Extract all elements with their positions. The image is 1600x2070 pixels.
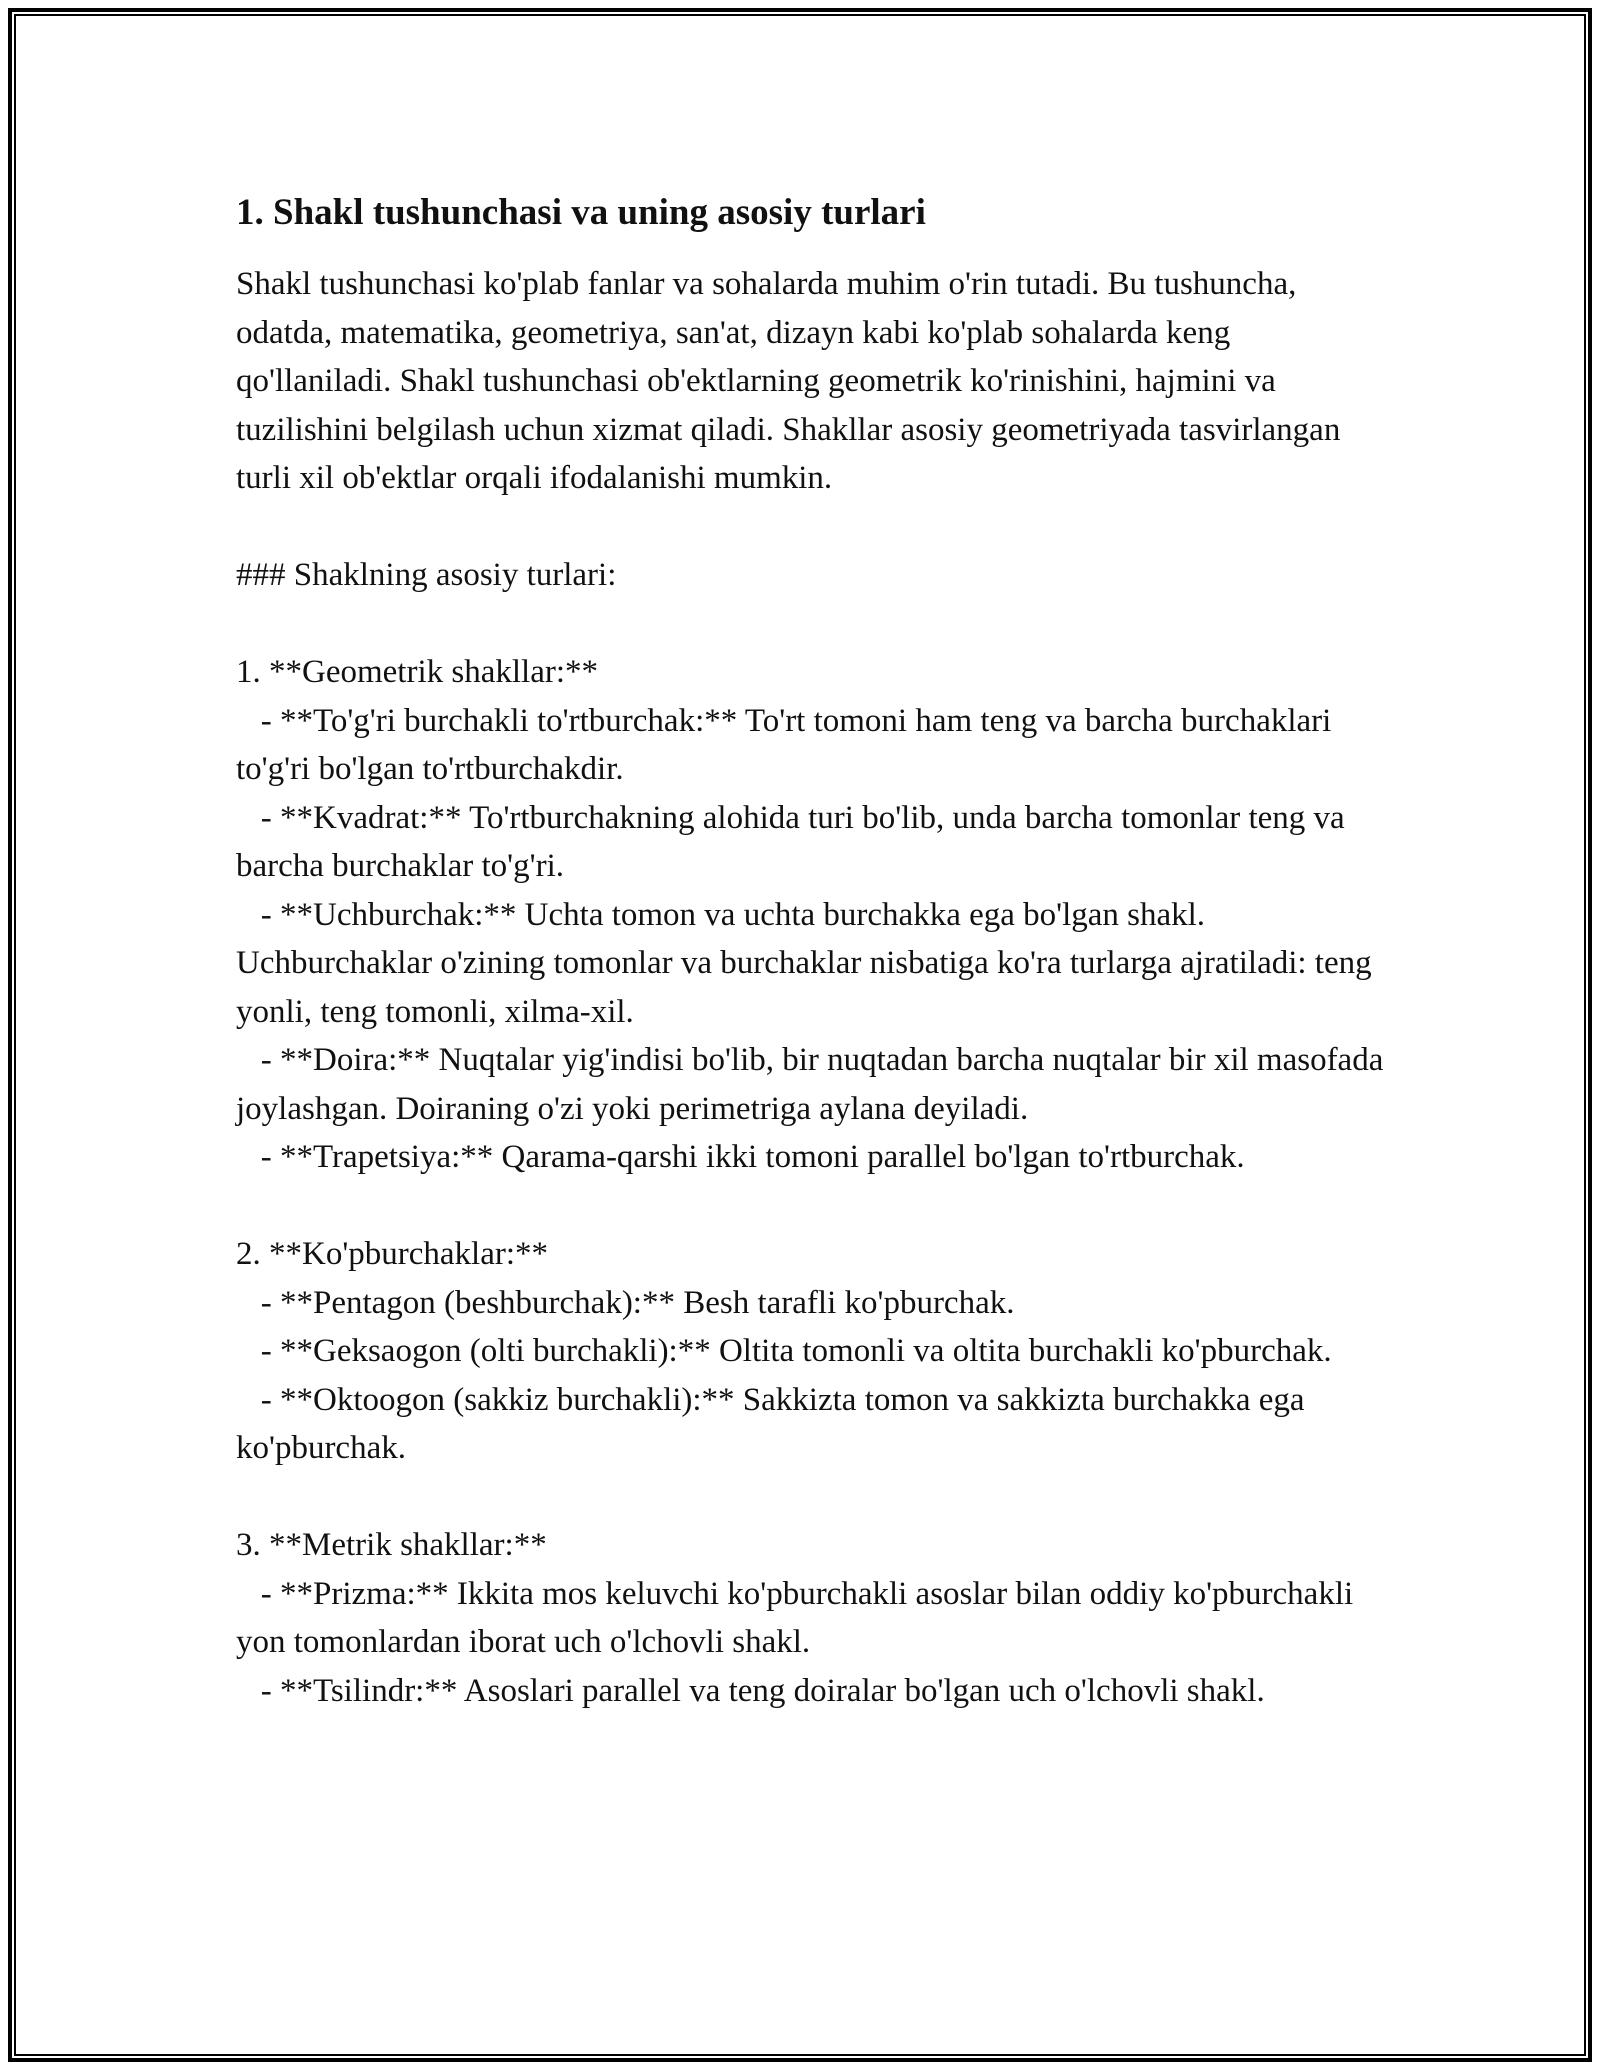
section-title: 3. **Metrik shakllar:** — [236, 1527, 547, 1563]
list-item: - **Pentagon (beshburchak):** Besh tarafli ko'pburchak. — [236, 1284, 1015, 1321]
document-body — [236, 184, 1392, 1715]
section-heading: 1. Shakl tushunchasi va uning asosiy turlari — [236, 192, 926, 233]
list-item: - **Uchburchak:** Uchta tomon va uchta burchakka ega bo'lgan shakl. Uchburchaklar o'zining tomonlar va burchaklar nisbatiga ko'ra turlarga ajratiladi: teng yonli, teng tomonli, xilma-xil. — [236, 896, 1380, 1030]
section-geometric-shapes — [236, 648, 1392, 1182]
paragraph-gap — [236, 1473, 1386, 1522]
section-title: 2. **Ko'pburchaklar:** — [236, 1236, 549, 1272]
list-item: - **Tsilindr:** Asoslari parallel va teng doiralar bo'lgan uch o'lchovli shakl. — [236, 1672, 1265, 1709]
list-item: - **Oktoogon (sakkiz burchakli):** Sakkizta tomon va sakkizta burchakka ega ko'pburchak. — [236, 1381, 1313, 1466]
list-item: - **To'g'ri burchakli to'rtburchak:** To'rt tomoni ham teng va barcha burchaklari to'g'ri bo'lgan to'rtburchakdir. — [236, 702, 1340, 787]
list-item: - **Trapetsiya:** Qarama-qarshi ikki tomoni parallel bo'lgan to'rtburchak. — [236, 1139, 1245, 1175]
paragraph-gap — [236, 600, 1386, 649]
section-metric-shapes — [236, 1521, 1386, 1715]
list-item: - **Geksaogon (olti burchakli):** Oltita tomonli va oltita burchakli ko'pburchak. — [236, 1333, 1332, 1369]
section-title: 1. **Geometrik shakllar:** — [236, 654, 599, 690]
list-item: - **Doira:** Nuqtalar yig'indisi bo'lib, bir nuqtadan barcha nuqtalar bir xil masofada joylashgan. Doiraning o'zi yoki perimetriga aylana deyiladi. — [236, 1042, 1392, 1127]
section-polygons — [236, 1230, 1386, 1473]
paragraph-gap — [236, 503, 1386, 552]
subheading: ### Shaklning asosiy turlari: — [236, 557, 617, 593]
list-item: - **Kvadrat:** To'rtburchakning alohida turi bo'lib, unda barcha tomonlar teng va barcha burchaklar to'g'ri. — [236, 799, 1353, 884]
intro-paragraph: Shakl tushunchasi ko'plab fanlar va sohalarda muhim o'rin tutadi. Bu tushuncha, odatda, matematika, geometriya, san'at, dizayn kabi ko'plab sohalarda keng qo'llaniladi. Shakl tushunchasi ob'ektlarning geometrik ko'rinishini, hajmini va tuzilishini belgilash uchun xizmat qiladi. Shakllar asosiy geometriyada tasvirlangan turli xil ob'ektlar orqali ifodalanishi mumkin. — [236, 266, 1349, 496]
list-item: - **Prizma:** Ikkita mos keluvchi ko'pburchakli asoslar bilan oddiy ko'pburchakli yon tomonlardan iborat uch o'lchovli shakl. — [236, 1575, 1362, 1660]
paragraph-gap — [236, 1182, 1386, 1231]
